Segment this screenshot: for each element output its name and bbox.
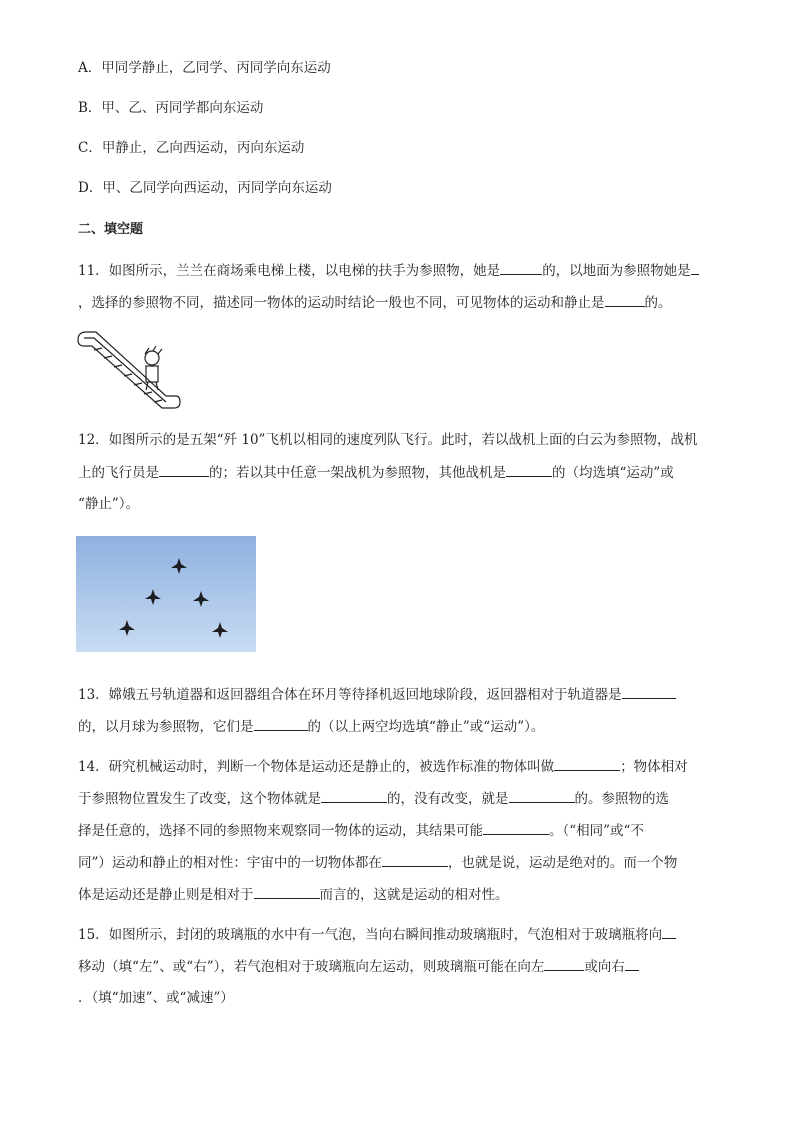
blank[interactable] xyxy=(382,852,448,867)
blank[interactable] xyxy=(625,956,639,971)
q15-text: 或向右 xyxy=(584,959,625,975)
q12-text: 的；若以其中任意一架战机为参照物，其他战机是 xyxy=(209,465,506,481)
q11-text: 的。 xyxy=(644,295,672,311)
q14-line-5 xyxy=(78,884,509,905)
blank[interactable] xyxy=(254,716,308,731)
q12-line-1: 12．如图所示的是五架“歼 10”飞机以相同的速度列队飞行。此时，若以战机上面的白云为参照物，战机 xyxy=(78,432,698,448)
q13-text: 的，以月球为参照物，它们是 xyxy=(78,719,254,735)
blank[interactable] xyxy=(500,260,542,275)
q14-text: ；物体相对 xyxy=(620,759,688,775)
q14-text: 的，没有改变，就是 xyxy=(387,791,509,807)
blank[interactable] xyxy=(506,462,552,477)
q13-line-2 xyxy=(78,716,544,737)
q15-text: 移动（填“左”、或“右”），若气泡相对于玻璃瓶向左运动，则玻璃瓶可能在向左 xyxy=(78,959,545,975)
blank[interactable] xyxy=(662,924,676,939)
q14-text: 体是运动还是静止则是相对于 xyxy=(78,887,254,903)
q14-text: 同”）运动和静止的相对性：宇宙中的一切物体都在 xyxy=(78,855,382,871)
q13-text: 的（以上两空均选填“静止”或“运动”）。 xyxy=(307,719,545,735)
option-c: C．甲静止，乙向西运动，丙向东运动 xyxy=(78,140,305,156)
blank[interactable] xyxy=(622,684,676,699)
q14-line-4 xyxy=(78,852,677,873)
escalator-figure xyxy=(74,326,184,414)
q15-line-3: ．（填“加速”、或“减速”） xyxy=(78,990,234,1006)
blank[interactable] xyxy=(605,292,645,307)
blank[interactable] xyxy=(254,884,320,899)
q14-text: 14．研究机械运动时，判断一个物体是运动还是静止的，被选作标准的物体叫做 xyxy=(78,759,555,775)
option-d: D．甲、乙同学向西运动，丙同学向东运动 xyxy=(78,180,332,196)
q14-text: 的。参照物的选 xyxy=(574,791,669,807)
q13-line-1 xyxy=(78,684,676,705)
q12-text: 的（均选填“运动”或 xyxy=(552,465,674,481)
q11-text: 的，以地面为参照物她是 xyxy=(542,263,691,279)
q15-line-1 xyxy=(78,924,676,945)
q11-line-2 xyxy=(78,292,672,313)
jets-photo xyxy=(76,536,256,652)
blank[interactable] xyxy=(321,788,387,803)
q14-line-2 xyxy=(78,788,669,809)
q14-line-1 xyxy=(78,756,688,777)
blank[interactable] xyxy=(544,956,584,971)
blank[interactable] xyxy=(691,260,699,275)
section-heading: 二、填空题 xyxy=(78,222,144,237)
option-b: B．甲、乙、丙同学都向东运动 xyxy=(78,100,264,116)
q12-text: 上的飞行员是 xyxy=(78,465,159,481)
q14-text: 择是任意的，选择不同的参照物来观察同一物体的运动，其结果可能 xyxy=(78,823,483,839)
q12-line-2 xyxy=(78,462,674,483)
q15-line-2 xyxy=(78,956,639,977)
q15-text: 15．如图所示，封闭的玻璃瓶的水中有一气泡，当向右瞬间推动玻璃瓶时，气泡相对于玻璃瓶将向 xyxy=(78,927,663,943)
q11-text: ，选择的参照物不同，描述同一物体的运动时结论一般也不同，可见物体的运动和静止是 xyxy=(78,295,605,311)
blank[interactable] xyxy=(159,462,209,477)
blank[interactable] xyxy=(554,756,620,771)
option-a: A．甲同学静止，乙同学、丙同学向东运动 xyxy=(78,60,331,76)
q14-text: 。（“相同”或“不 xyxy=(549,823,644,839)
q14-text: ，也就是说，运动是绝对的。而一个物 xyxy=(447,855,678,871)
q11-text: 11．如图所示，兰兰在商场乘电梯上楼，以电梯的扶手为参照物，她是 xyxy=(78,263,501,279)
q11-line-1 xyxy=(78,260,699,281)
q12-line-3: “静止”）。 xyxy=(78,496,140,512)
blank[interactable] xyxy=(483,820,549,835)
blank[interactable] xyxy=(509,788,575,803)
q14-line-3 xyxy=(78,820,644,841)
q13-text: 13．嫦娥五号轨道器和返回器组合体在环月等待择机返回地球阶段，返回器相对于轨道器是 xyxy=(78,687,622,703)
q14-text: 于参照物位置发生了改变，这个物体就是 xyxy=(78,791,321,807)
q14-text: 而言的，这就是运动的相对性。 xyxy=(319,887,509,903)
